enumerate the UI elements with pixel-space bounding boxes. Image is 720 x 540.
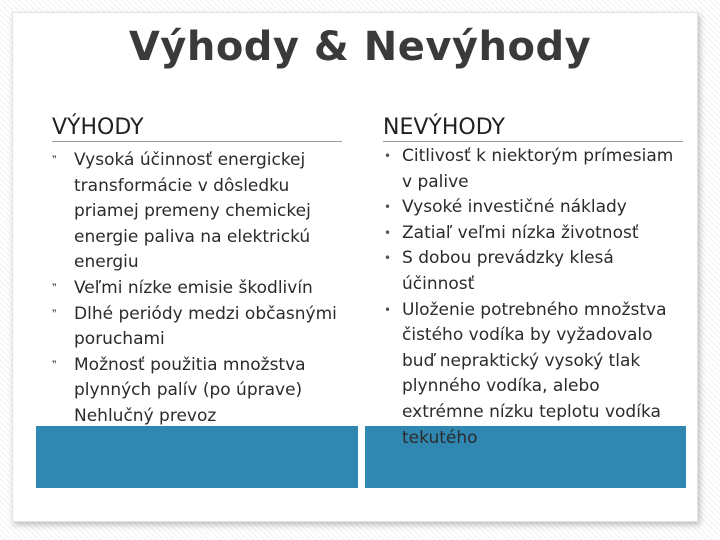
advantages-list xyxy=(52,148,352,430)
disadvantage-text: Zatiaľ veľmi nízka životnosť xyxy=(402,222,639,243)
bullet-dot-icon: • xyxy=(384,225,392,240)
slide-title: Výhody & Nevýhody xyxy=(128,24,592,70)
disadvantage-text: Uloženie potrebného množstva čistého vodíka by vyžadovalo buď nepraktický vysoký tlak plynného vodíka, alebo extrémne nízku teplotu vodíka tekutého xyxy=(402,299,667,448)
advantage-text: Veľmi nízke emisie škodlivín xyxy=(74,277,313,298)
bullet-icon: ❞ xyxy=(52,155,57,165)
disadvantage-text: Vysoké investičné náklady xyxy=(402,197,627,218)
bullet-dot-icon: • xyxy=(384,149,392,163)
disadvantages-heading: NEVÝHODY xyxy=(383,115,505,140)
disadvantage-text: Citlivosť k niektorým prímesiam v palive xyxy=(402,146,674,192)
advantages-underline xyxy=(52,141,342,142)
list-item xyxy=(52,148,352,276)
bullet-dot-icon: • xyxy=(384,251,392,266)
list-item xyxy=(380,246,680,297)
bullet-icon: ❞ xyxy=(52,282,57,293)
advantages-heading: VÝHODY xyxy=(52,115,144,140)
disadvantages-underline xyxy=(383,141,683,142)
list-item xyxy=(52,302,352,353)
bullet-icon: ❞ xyxy=(52,359,57,370)
advantage-text: Dlhé periódy medzi občasnými poruchami xyxy=(74,303,337,350)
list-item xyxy=(380,221,680,247)
advantage-text: Nehlučný prevoz xyxy=(74,405,217,426)
list-item xyxy=(52,353,352,404)
list-item xyxy=(380,298,680,452)
bullet-dot-icon: • xyxy=(384,302,392,317)
list-item xyxy=(380,195,680,221)
left-accent-box xyxy=(36,426,358,488)
bullet-dot-icon: • xyxy=(384,200,392,215)
bullet-icon: ❞ xyxy=(52,308,57,319)
advantage-text: Vysoká účinnosť energickej transformácie v dôsledku priamej premeny chemickej energie paliva na elektrickú energiu xyxy=(74,150,311,273)
disadvantages-list xyxy=(380,144,680,451)
disadvantage-text: S dobou prevádzky klesá účinnosť xyxy=(402,248,614,294)
advantage-text: Možnosť použitia množstva plynných palív (po úprave) xyxy=(74,354,306,401)
list-item xyxy=(52,404,352,430)
list-item xyxy=(52,276,352,302)
list-item xyxy=(380,144,680,195)
